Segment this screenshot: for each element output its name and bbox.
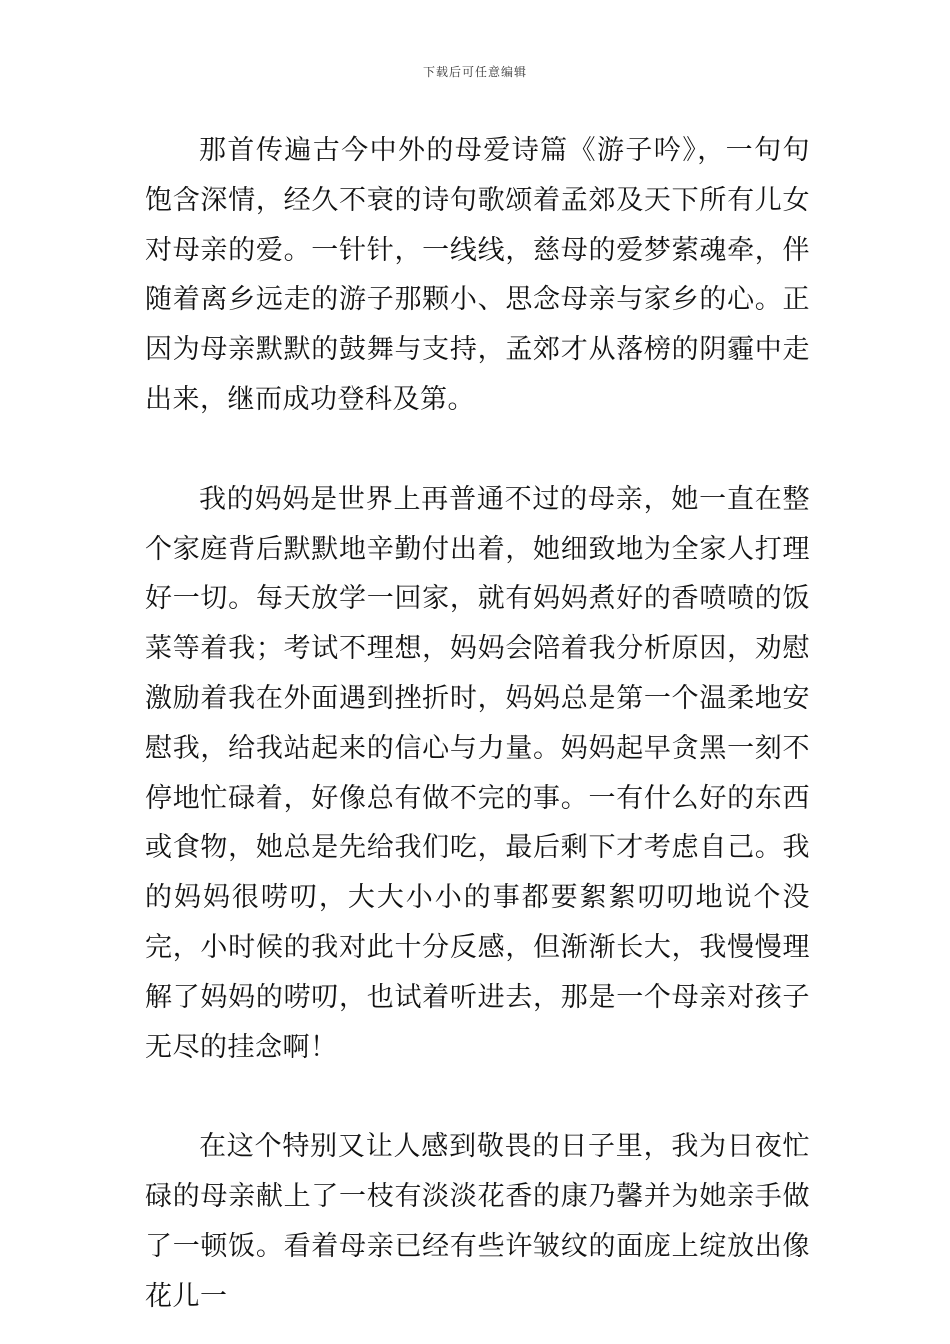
paragraph-3: 在这个特别又让人感到敬畏的日子里，我为日夜忙碌的母亲献上了一枝有淡淡花香的康乃馨并为她亲手做了一顿饭。看着母亲已经有些许皱纹的面庞上绽放出像花儿一 bbox=[145, 1131, 810, 1312]
paragraph-2: 我的妈妈是世界上再普通不过的母亲，她一直在整个家庭背后默默地辛勤付出着，她细致地为全家人打理好一切。每天放学一回家，就有妈妈煮好的香喷喷的饭菜等着我；考试不理想，妈妈会陪着我分析原因，劝慰激励着我在外面遇到挫折时，妈妈总是第一个温柔地安慰我，给我站起来的信心与力量。妈妈起早贪黑一刻不停地忙碌着，好像总有做不完的事。一有什么好的东西或食物，她总是先给我们吃，最后剩下才考虑自己。我的妈妈很唠叨，大大小小的事都要絮絮叨叨地说个没完，小时候的我对此十分反感，但渐渐长大，我慢慢理解了妈妈的唠叨，也试着听进去，那是一个母亲对孩子无尽的挂念啊！ bbox=[145, 483, 810, 1063]
header-note: 下载后可任意编辑 bbox=[422, 65, 527, 79]
paragraph-spacer bbox=[145, 1072, 810, 1122]
document-body bbox=[145, 126, 810, 1322]
paragraph-spacer bbox=[145, 425, 810, 475]
paragraph-1: 那首传遍古今中外的母爱诗篇《游子吟》，一句句饱含深情，经久不衰的诗句歌颂着孟郊及天下所有儿女对母亲的爱。一针针，一线线，慈母的爱梦萦魂牵，伴随着离乡远走的游子那颗小、思念母亲与家乡的心。正因为母亲默默的鼓舞与支持，孟郊才从落榜的阴霾中走出来，继而成功登科及第。 bbox=[145, 135, 810, 415]
